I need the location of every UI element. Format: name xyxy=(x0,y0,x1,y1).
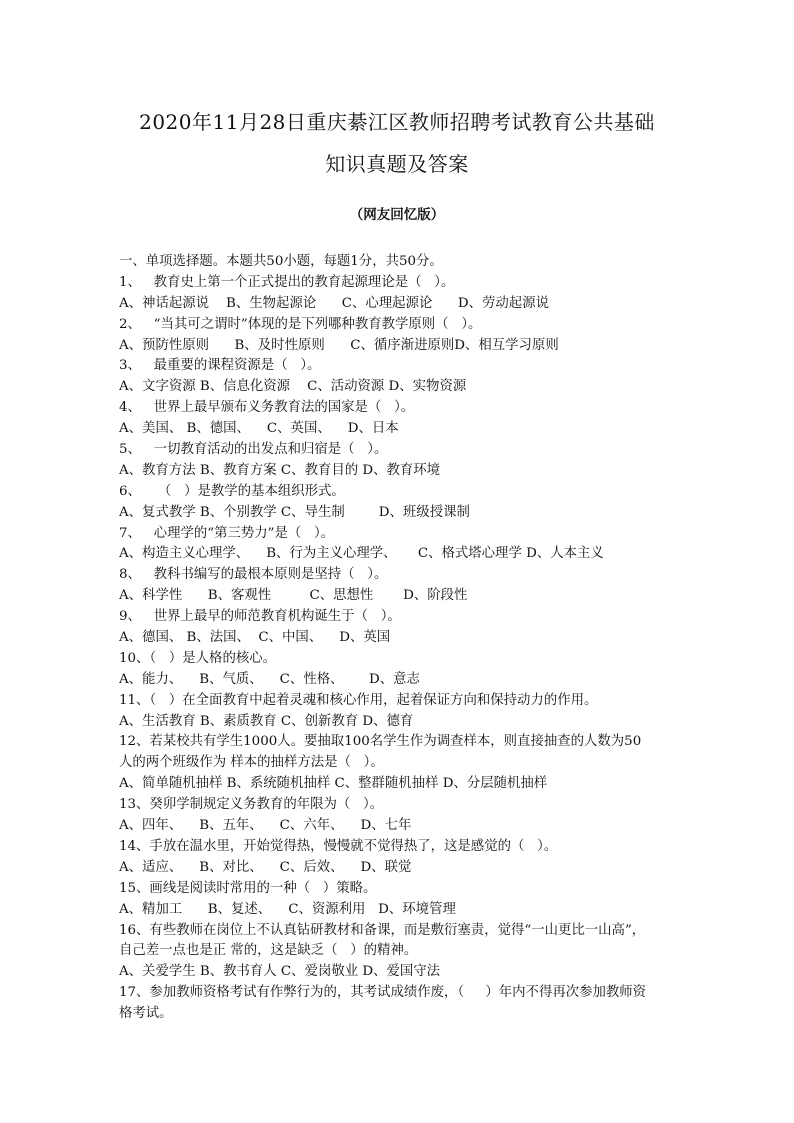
options-12: A、简单随机抽样 B、系统随机抽样 C、整群随机抽样 D、分层随机抽样 xyxy=(119,776,548,792)
options-2: A、预防性原则 B、及时性原则 C、循序渐进原则D、相互学习原则 xyxy=(119,337,559,353)
question-16-cont: 自己差一点也是正 常的，这是缺乏（ ）的精神。 xyxy=(119,943,418,959)
options-9: A、德国、 B、法国、 C、中国、 D、英国 xyxy=(119,630,391,646)
question-list xyxy=(119,252,685,1025)
question-9: 9、 世界上最早的师范教育机构诞生于（ ）。 xyxy=(119,609,401,625)
question-12-cont: 人的两个班级作为 样本的抽样方法是（ ）。 xyxy=(119,755,384,771)
options-4: A、美国、 B、德国、 C、英国、 D、日本 xyxy=(119,421,399,437)
question-2: 2、 “当其可之谓时”体现的是下列哪种教育教学原则（ ）。 xyxy=(119,316,482,332)
question-12: 12、若某校共有学生1000人。要抽取100名学生作为调查样本，则直接抽查的人数为50 xyxy=(119,734,642,750)
options-14: A、适应、 B、对比、 C、后效、 D、联觉 xyxy=(119,859,412,875)
options-3: A、文字资源 B、信息化资源 C、活动资源 D、实物资源 xyxy=(119,379,467,395)
question-3: 3、 最重要的课程资源是（ ）。 xyxy=(119,358,321,374)
options-7: A、构造主义心理学、 B、行为主义心理学、 C、格式塔心理学 D、人本主义 xyxy=(119,546,604,562)
question-1: 1、 教育史上第一个正式提出的教育起源理论是（ ）。 xyxy=(119,274,455,290)
question-17-cont: 格考试。 xyxy=(119,1006,173,1022)
options-15: A、精加工 B、复述、 C、资源利用 D、环境管理 xyxy=(119,901,456,917)
question-7: 7、 心理学的“第三势力”是（ ）。 xyxy=(119,525,335,541)
question-6: 6、 （ ）是教学的基本组织形式。 xyxy=(119,483,345,499)
question-14: 14、手放在温水里，开始觉得热，慢慢就不觉得热了，这是感觉的（ ）。 xyxy=(119,838,558,854)
document-subtitle: （网友回忆版） xyxy=(349,207,445,223)
options-11: A、生活教育 B、素质教育 C、创新教育 D、德育 xyxy=(119,713,414,729)
document-title-line-1: 2020年11月28日重庆綦江区教师招聘考试教育公共基础 xyxy=(139,110,655,134)
question-13: 13、癸卯学制规定义务教育的年限为（ ）。 xyxy=(119,797,384,813)
options-8: A、科学性 B、客观性 C、思想性 D、阶段性 xyxy=(119,588,468,604)
options-6: A、复式教学 B、个别教学 C、导生制 D、班级授课制 xyxy=(119,504,470,520)
question-17: 17、参加教师资格考试有作弊行为的，其考试成绩作废，（ ）年内不得再次参加教师资 xyxy=(119,985,647,1001)
document-title-line-2: 知识真题及答案 xyxy=(325,152,469,176)
options-13: A、四年、 B、五年、 C、六年、 D、七年 xyxy=(119,818,412,834)
question-5: 5、 一切教育活动的出发点和归宿是（ ）。 xyxy=(119,442,388,458)
question-16: 16、有些教师在岗位上不认真钻研教材和备课，而是敷衍塞责，觉得“一山更比一山高”， xyxy=(119,922,646,938)
question-4: 4、 世界上最早颁布义务教育法的国家是（ ）。 xyxy=(119,400,415,416)
section-heading: 一、单项选择题。本题共50小题，每题1分，共50分。 xyxy=(119,254,443,269)
options-5: A、教育方法 B、教育方案 C、教育目的 D、教育环境 xyxy=(119,462,441,478)
options-10: A、能力、 B、气质、 C、性格、 D、意志 xyxy=(119,671,420,687)
question-10: 10、（ ）是人格的核心。 xyxy=(119,650,277,666)
options-16: A、关爱学生 B、教书育人 C、爱岗敬业 D、爱国守法 xyxy=(119,964,441,980)
question-11: 11、（ ）在全面教育中起着灵魂和核心作用，起着保证方向和保持动力的作用。 xyxy=(119,692,598,708)
question-15: 15、画线是阅读时常用的一种（ ）策略。 xyxy=(119,880,377,896)
question-8: 8、 教科书编写的最根本原则是坚持（ ）。 xyxy=(119,567,388,583)
options-1: A、神话起源说 B、生物起源论 C、心理起源论 D、劳动起源说 xyxy=(119,295,549,311)
